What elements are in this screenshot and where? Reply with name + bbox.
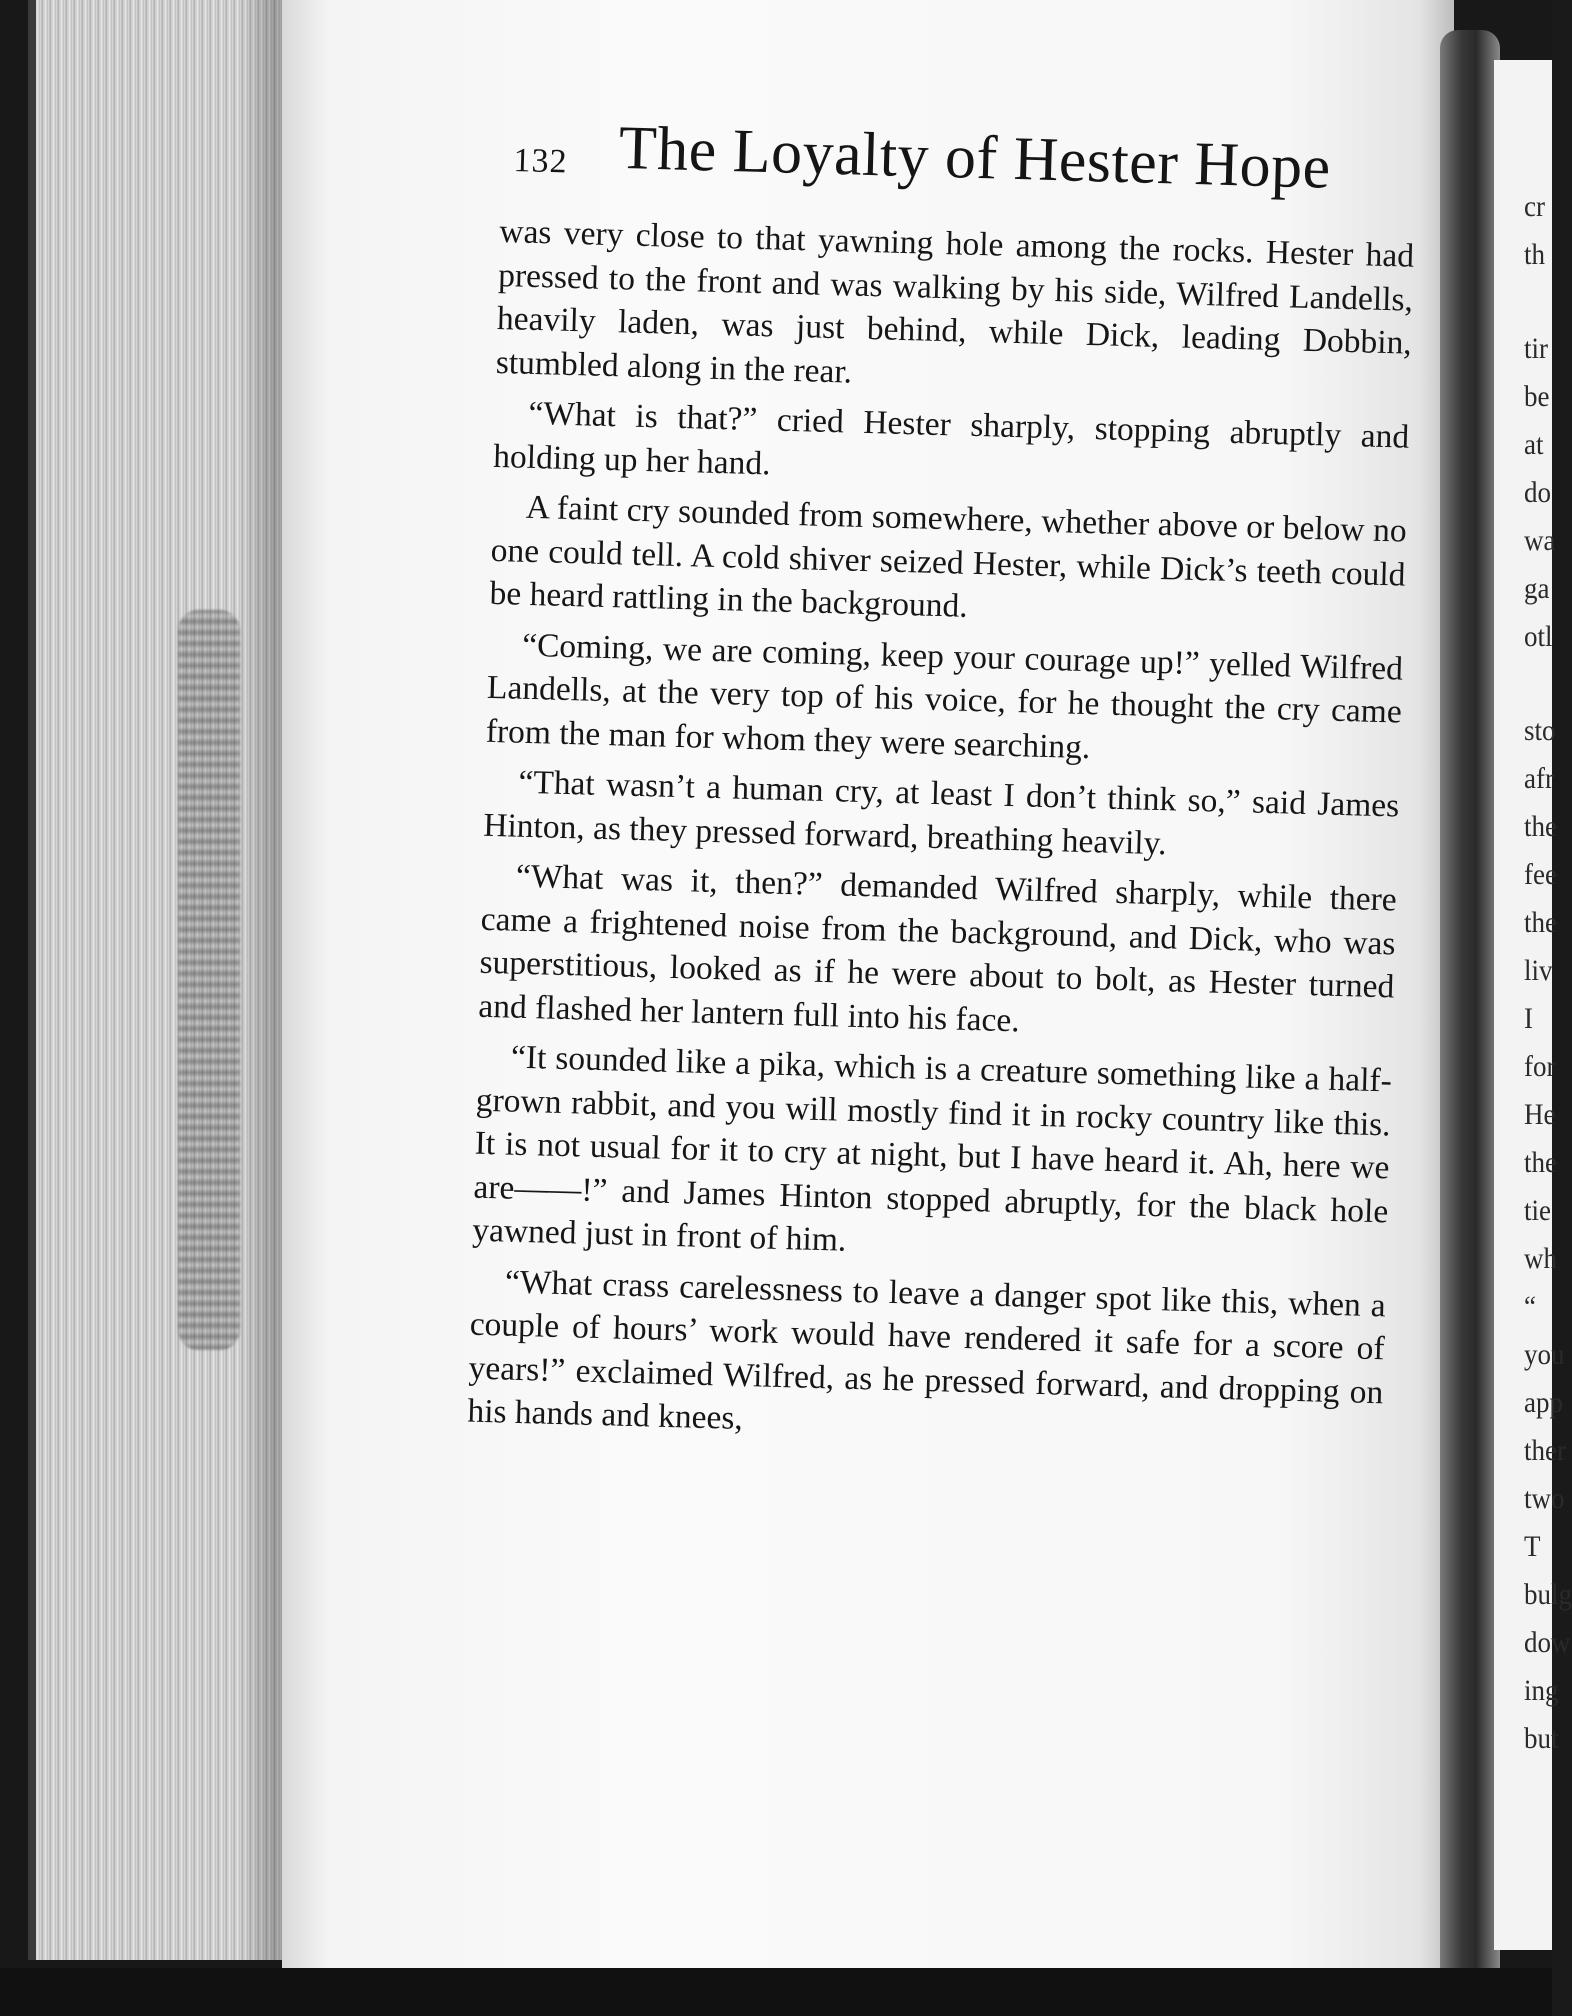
next-page-text-fragment: the (1524, 1146, 1557, 1179)
scan-bottom-band (0, 1968, 1552, 2016)
next-page-text-fragment: sto (1524, 714, 1556, 747)
next-page-text-fragment: but (1524, 1722, 1559, 1755)
next-page-text-fragment: ing (1524, 1674, 1559, 1707)
next-page-text-fragment: “ (1524, 1290, 1536, 1323)
paragraph: “What was it, then?” demanded Wilfred sharply, while there came a frightened noise from the background, and Dick, who was superstitious, looked as if he were about to bolt, as Hester turned and flashed her lantern full into his face. (477, 857, 1398, 1039)
next-page-text-fragment: otl (1524, 620, 1553, 653)
next-page-text-fragment: He (1524, 1098, 1556, 1131)
next-page-text-fragment: afr (1524, 762, 1554, 795)
next-page-text-fragment: fee (1524, 858, 1557, 891)
next-page-text-fragment: two (1524, 1482, 1565, 1515)
body-text (467, 210, 1415, 1458)
next-page-text-fragment: I (1524, 1002, 1533, 1035)
next-page-text-fragment: for (1524, 1050, 1556, 1083)
next-page-text-fragment: cr (1524, 190, 1545, 223)
page-edge-smudge (178, 610, 240, 1350)
next-page-edge (1494, 60, 1572, 1950)
next-page-text-fragment: T (1524, 1530, 1541, 1563)
next-page-text-fragment: ga (1524, 572, 1550, 605)
next-page-text-fragment: tir (1524, 332, 1549, 365)
next-page-text-fragment: be (1524, 380, 1550, 413)
next-page-text-fragment: you (1524, 1338, 1565, 1371)
paragraph: was very close to that yawning hole among the rocks. Hester had pressed to the front and was walking by his side, Wilfred Landells, heavily laden, was just behind, while Dick, leading Dobbin, stumbled along in the rear. (495, 212, 1415, 391)
next-page-text-fragment: app (1524, 1386, 1563, 1419)
paragraph: A faint cry sounded from somewhere, whether above or below no one could tell. A cold shiver seized Hester, while Dick’s teeth could be heard rattling in the background. (489, 488, 1408, 625)
next-page-text-fragment: wa (1524, 524, 1556, 557)
next-page-text-fragment: wh (1524, 1242, 1558, 1275)
book-gutter (1440, 30, 1500, 1990)
next-page-text-fragment: th (1524, 238, 1546, 271)
paragraph: “What crass carelessness to leave a danger spot like this, when a couple of hours’ work would have rendered it safe for a score of years!” exclaimed Wilfred, as he pressed forward, and dropping on his hands and knees, (466, 1263, 1387, 1438)
paragraph: “Coming, we are coming, keep your courage up!” yelled Wilfred Landells, at the very top of his voice, for he thought the cry came from the man for whom they were searching. (485, 626, 1404, 766)
next-page-text-fragment: at (1524, 428, 1544, 461)
next-page-text-fragment: dow (1524, 1626, 1571, 1659)
next-page-text-fragment: liv (1524, 954, 1553, 987)
book-title: The Loyalty of Hester Hope (618, 113, 1332, 202)
next-page-text-fragment: do (1524, 476, 1551, 509)
page-number: 132 (513, 141, 569, 181)
next-page-text-fragment: bulg (1524, 1578, 1572, 1611)
next-page-text-fragment: the (1524, 810, 1557, 843)
next-page-text-fragment: ther (1524, 1434, 1566, 1467)
next-page-text-fragment: tie (1524, 1194, 1551, 1227)
next-page-text-fragment: the (1524, 906, 1557, 939)
paragraph: “That wasn’t a human cry, at least I don’t think so,” said James Hinton, as they pressed forward, breathing heavily. (482, 763, 1400, 862)
paragraph: “It sounded like a pika, which is a creature something like a half-grown rabbit, and you will mostly find it in rocky country like this. It is not usual for it to cry at night, but I have heard it. Ah, here we are——!” and James Hinton stopped abruptly, for the black hole yawned just in front of him. (471, 1038, 1393, 1259)
paragraph: “What is that?” cried Hester sharply, stopping abruptly and holding up her hand. (492, 394, 1410, 482)
